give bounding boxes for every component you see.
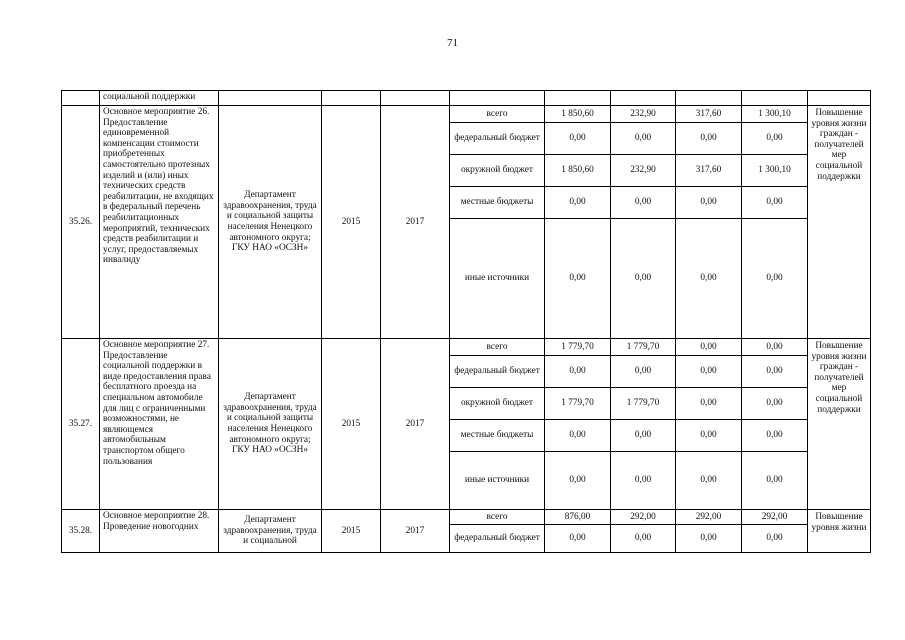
funding-2015: 0,00 — [611, 356, 676, 388]
funding-2015: 0,00 — [611, 219, 676, 339]
page-number: 71 — [447, 37, 458, 49]
table-row — [62, 106, 871, 123]
funding-2017: 1 300,10 — [742, 155, 808, 187]
continuation-row — [62, 91, 871, 106]
funding-2017: 0,00 — [742, 452, 808, 510]
funding-2015: 232,90 — [611, 155, 676, 187]
funding-total: 0,00 — [545, 219, 611, 339]
funding-total: 0,00 — [545, 356, 611, 388]
funding-2015: 0,00 — [611, 420, 676, 452]
funding-2015: 0,00 — [611, 123, 676, 155]
funding-source: окружной бюджет — [450, 388, 545, 420]
executor: Департамент здравоохранения, труда и социальной защиты населения Ненецкого автономного округа; ГКУ НАО «ОСЗН» — [219, 106, 322, 339]
funding-2016: 0,00 — [676, 219, 742, 339]
funding-2017: 0,00 — [742, 219, 808, 339]
funding-2016: 0,00 — [676, 452, 742, 510]
expected-effect: Повышение уровня жизни граждан - получателей мер социальной поддержки — [808, 106, 871, 339]
funding-source: всего — [450, 339, 545, 356]
row-number: 35.28. — [62, 510, 100, 553]
funding-2015: 0,00 — [611, 187, 676, 219]
funding-2015: 0,00 — [611, 525, 676, 553]
funding-2016: 0,00 — [676, 123, 742, 155]
table-row — [62, 339, 871, 356]
start-year: 2015 — [322, 106, 381, 339]
end-year: 2017 — [381, 339, 450, 510]
funding-source: всего — [450, 106, 545, 123]
measure-name: Основное мероприятие 26. Предоставление единовременной компенсации стоимости приобретенных самостоятельно протезных изделий и (или) иных технических средств реабилитации, не входящих в федеральный перечень реабилитационных мероприятий, технических средств реабилитации и услуг, предоставляемых инвалиду — [100, 106, 219, 339]
funding-2016: 0,00 — [676, 420, 742, 452]
row-number: 35.27. — [62, 339, 100, 510]
funding-2017: 0,00 — [742, 356, 808, 388]
measure-name: Основное мероприятие 28. Проведение новогодних — [100, 510, 219, 553]
funding-2017: 0,00 — [742, 187, 808, 219]
funding-source: местные бюджеты — [450, 420, 545, 452]
measure-name: Основное мероприятие 27. Предоставление социальной поддержки в виде предоставления права бесплатного проезда на специальном автомобиле для лиц с ограниченными возможностями, не являющемся автомобильным транспортом общего пользования — [100, 339, 219, 510]
funding-2015: 1 779,70 — [611, 339, 676, 356]
end-year: 2017 — [381, 106, 450, 339]
start-year: 2015 — [322, 339, 381, 510]
funding-2017: 0,00 — [742, 123, 808, 155]
funding-2017: 292,00 — [742, 510, 808, 525]
funding-source: федеральный бюджет — [450, 356, 545, 388]
funding-total: 0,00 — [545, 420, 611, 452]
funding-source: федеральный бюджет — [450, 123, 545, 155]
start-year: 2015 — [322, 510, 381, 553]
funding-2016: 292,00 — [676, 510, 742, 525]
funding-2017: 0,00 — [742, 525, 808, 553]
funding-2016: 317,60 — [676, 106, 742, 123]
funding-2015: 292,00 — [611, 510, 676, 525]
funding-2017: 1 300,10 — [742, 106, 808, 123]
funding-2017: 0,00 — [742, 388, 808, 420]
funding-2016: 0,00 — [676, 339, 742, 356]
funding-2017: 0,00 — [742, 339, 808, 356]
funding-total: 876,00 — [545, 510, 611, 525]
funding-source: всего — [450, 510, 545, 525]
funding-total: 0,00 — [545, 525, 611, 553]
funding-source: иные источники — [450, 452, 545, 510]
funding-source: местные бюджеты — [450, 187, 545, 219]
funding-source: федеральный бюджет — [450, 525, 545, 553]
funding-total: 0,00 — [545, 123, 611, 155]
funding-2015: 0,00 — [611, 452, 676, 510]
table-row — [62, 510, 871, 525]
end-year: 2017 — [381, 510, 450, 553]
funding-2016: 0,00 — [676, 388, 742, 420]
funding-total: 1 779,70 — [545, 388, 611, 420]
funding-source: окружной бюджет — [450, 155, 545, 187]
program-table — [61, 90, 871, 553]
funding-2016: 0,00 — [676, 356, 742, 388]
funding-2016: 317,60 — [676, 155, 742, 187]
funding-2015: 232,90 — [611, 106, 676, 123]
funding-2015: 1 779,70 — [611, 388, 676, 420]
funding-total: 0,00 — [545, 452, 611, 510]
funding-total: 1 850,60 — [545, 106, 611, 123]
funding-source: иные источники — [450, 219, 545, 339]
expected-effect: Повышение уровня жизни — [808, 510, 871, 553]
expected-effect: Повышение уровня жизни граждан - получателей мер социальной поддержки — [808, 339, 871, 510]
funding-total: 0,00 — [545, 187, 611, 219]
funding-2017: 0,00 — [742, 420, 808, 452]
row-number: 35.26. — [62, 106, 100, 339]
executor: Департамент здравоохранения, труда и социальной — [219, 510, 322, 553]
continuation-name: социальной поддержки — [100, 91, 219, 106]
funding-total: 1 850,60 — [545, 155, 611, 187]
funding-2016: 0,00 — [676, 525, 742, 553]
funding-total: 1 779,70 — [545, 339, 611, 356]
funding-2016: 0,00 — [676, 187, 742, 219]
executor: Департамент здравоохранения, труда и социальной защиты населения Ненецкого автономного округа; ГКУ НАО «ОСЗН» — [219, 339, 322, 510]
